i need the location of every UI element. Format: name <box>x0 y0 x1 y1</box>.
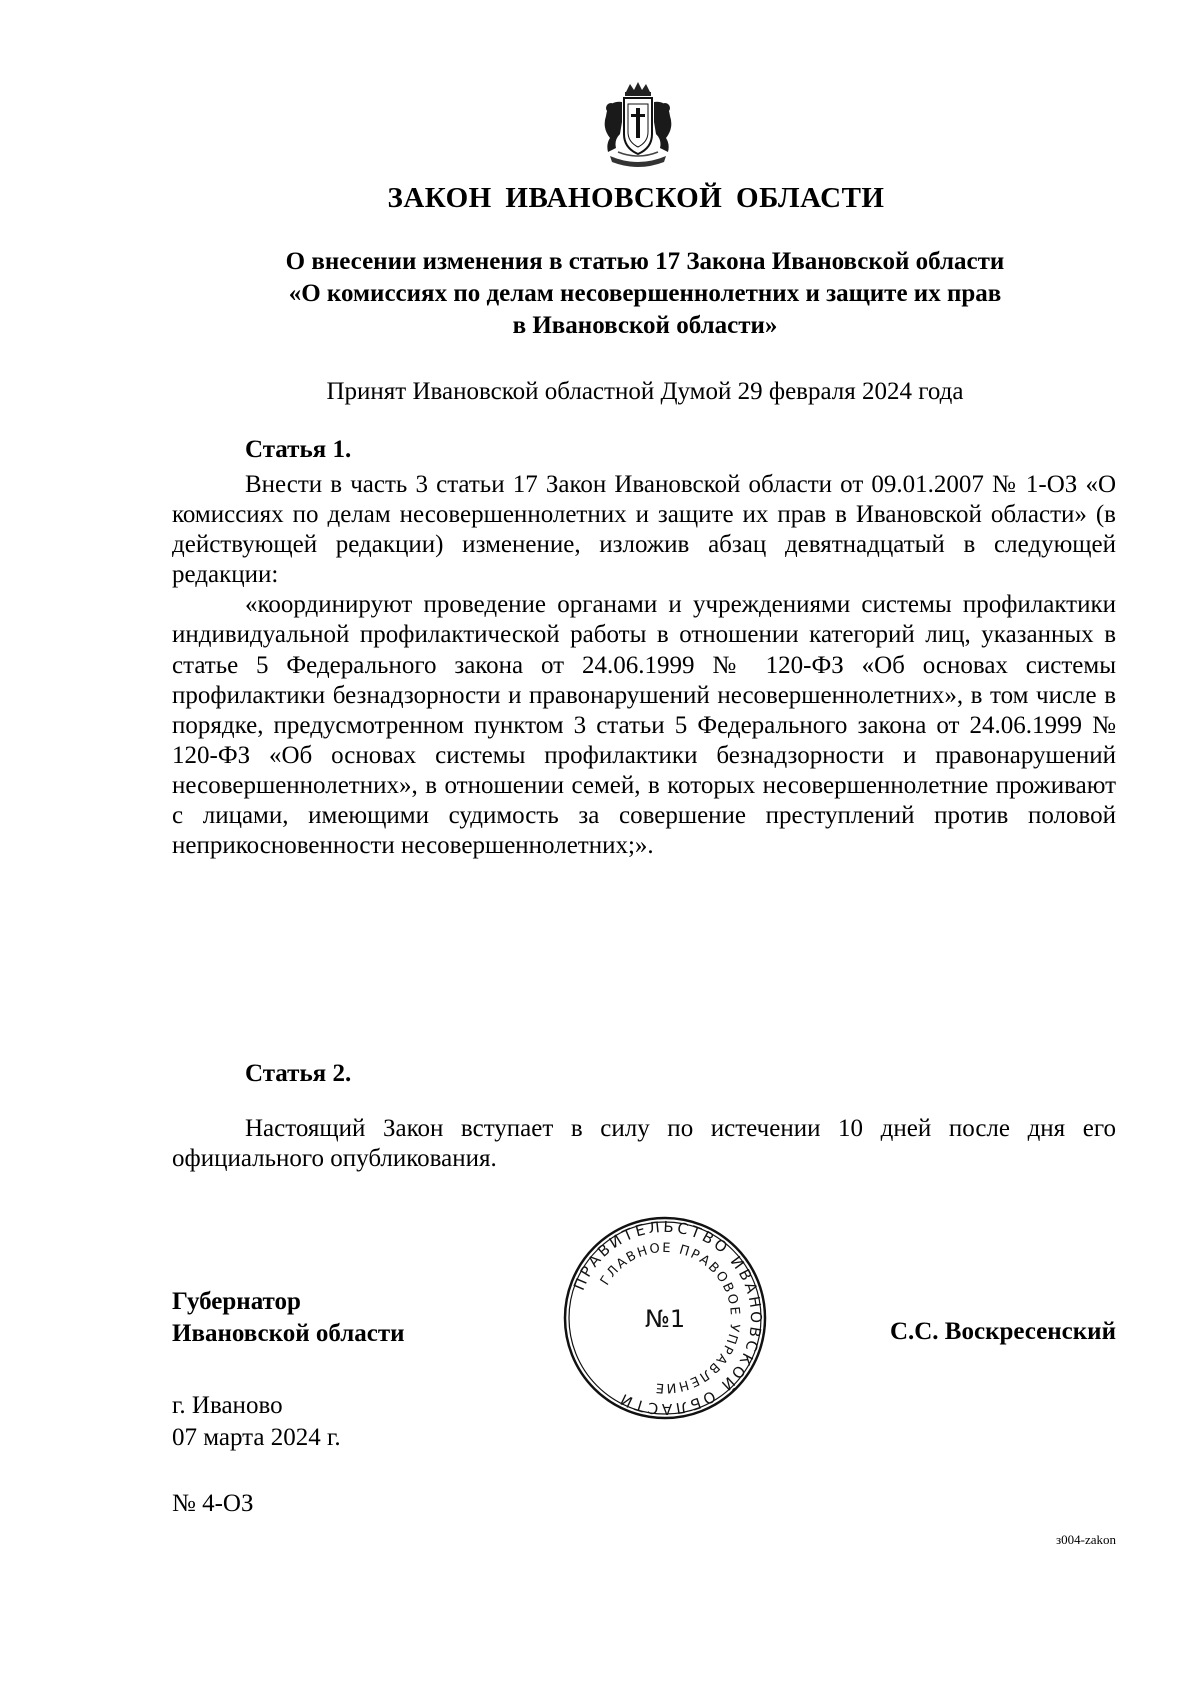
signatory-title-line: Губернатор <box>172 1288 301 1315</box>
document-code: з004-zakon <box>1055 1532 1116 1547</box>
signatory-title-line: Ивановской области <box>172 1320 405 1347</box>
law-title: ЗАКОН ИВАНОВСКОЙ ОБЛАСТИ <box>387 182 885 214</box>
article-paragraph: Настоящий Закон вступает в силу по истечении 10 дней после дня его официального опубликования. <box>172 1115 1116 1173</box>
adoption-statement: Принят Ивановской областной Думой 29 февраля 2024 года <box>326 378 964 405</box>
signatory-title <box>172 1286 405 1350</box>
subject-line: «О комиссиях по делам несовершеннолетних и защите их прав <box>288 280 1002 307</box>
article-paragraph: «координируют проведение органами и учреждениями системы профилактики индивидуальной профилактической работы в отношении категорий лиц, указанных в статье 5 Федерального закона от 24.06.1999 № 120-ФЗ «Об основах системы профилактики безнадзорности и правонарушений несовершеннолетних», в том числе в порядке, предусмотренном пунктом 3 статьи 5 Федерального закона от 24.06.1999 № 120-ФЗ «Об основах системы профилактики безнадзорности и правонарушений несовершеннолетних», в отношении семей, в которых несовершеннолетние проживают с лицами, имеющими судимость за совершение преступлений против половой неприкосновенности несовершеннолетних;». <box>172 591 1116 860</box>
coat-of-arms-emblem <box>598 82 678 170</box>
law-subject <box>180 246 1110 342</box>
article-2-heading: Статья 2. <box>245 1060 352 1087</box>
signing-place: г. Иваново <box>172 1392 283 1419</box>
signatory-name: С.С. Воскресенский <box>889 1318 1116 1345</box>
subject-line: О внесении изменения в статью 17 Закона Ивановской области <box>285 248 1005 275</box>
article-1-body <box>172 470 1116 861</box>
law-number: № 4-ОЗ <box>172 1490 254 1517</box>
article-2-body <box>172 1114 1116 1174</box>
official-stamp <box>562 1215 768 1421</box>
stamp-outer-text: ПРАВИТЕЛЬСТВО ИВАНОВСКОЙ ОБЛАСТИ <box>570 1217 766 1419</box>
subject-line: в Ивановской области» <box>512 312 778 339</box>
signing-date: 07 марта 2024 г. <box>172 1424 341 1451</box>
stamp-center-number: №1 <box>644 1305 686 1333</box>
article-paragraph: Внести в часть 3 статьи 17 Закон Ивановской области от 09.01.2007 № 1-ОЗ «О комиссиях по делам несовершеннолетних и защите их прав в Ивановской области» (в действующей редакции) изменение, изложив абзац девятнадцатый в следующей редакции: <box>172 471 1116 589</box>
place-and-date <box>172 1390 341 1454</box>
stamp-inner-text: ГЛАВНОЕ ПРАВОВОЕ УПРАВЛЕНИЕ <box>597 1240 743 1396</box>
article-1-heading: Статья 1. <box>245 436 352 463</box>
